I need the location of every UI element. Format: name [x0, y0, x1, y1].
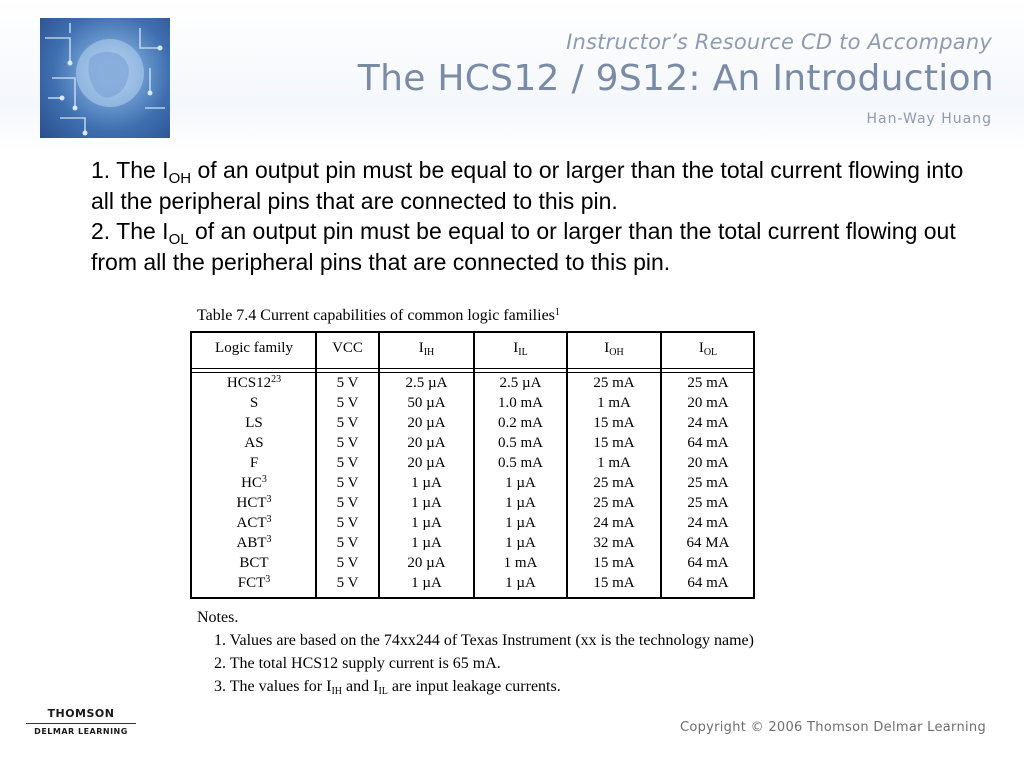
- table-cell-value: 5 V: [336, 435, 359, 451]
- table-cells: [316, 373, 379, 593]
- table-cell-value: F: [249, 455, 259, 471]
- table-cell-vcc: [316, 373, 379, 393]
- table-cell-vcc: [316, 473, 379, 493]
- table-cells: [192, 373, 316, 593]
- table-cell-value: 1 µA: [505, 575, 536, 591]
- table-cell-value: 5 V: [336, 515, 359, 531]
- table-cell-vcc: [316, 453, 379, 473]
- table-cell-logic-family: [192, 453, 316, 473]
- p1-rest: of an output pin must be equal to or larger than the total current flowing into all the peripheral pins that are connected to this pin.: [91, 157, 964, 214]
- table-cell-logic-family: [192, 533, 316, 553]
- table-cells: [661, 373, 755, 593]
- table-cell-logic-family: [192, 473, 316, 493]
- table-cell-vcc: [316, 573, 379, 593]
- table-cell-value: 5 V: [336, 535, 359, 551]
- paragraph-ioh: [91, 155, 971, 216]
- table-caption: [197, 307, 560, 325]
- table-cell-value: 64 MA: [686, 535, 730, 551]
- table-header-iol: [661, 340, 755, 357]
- table-header-iih: [379, 340, 474, 357]
- table-cell-value: LS: [245, 415, 263, 431]
- table-cell-iil: [474, 533, 567, 553]
- table-cell-value: 25 mA: [593, 375, 635, 391]
- table-cell-value: 64 mA: [687, 555, 729, 571]
- table-cell-value: 0.5 mA: [498, 435, 543, 451]
- table-cell-iih: [379, 393, 474, 413]
- table-cells: [474, 373, 567, 593]
- table-cells: [379, 373, 474, 593]
- table-cell-logic-family: [192, 553, 316, 573]
- table-cell-value: ACT: [236, 515, 267, 531]
- table-header-subscript: OL: [703, 347, 718, 358]
- header-subtitle: Instructor’s Resource CD to Accompany: [566, 30, 992, 54]
- table-cell-value: 5 V: [336, 555, 359, 571]
- table-cell-iil: [474, 393, 567, 413]
- table-cell-iih: [379, 553, 474, 573]
- table-cell-iih: [379, 453, 474, 473]
- table-cell-value: 2.5 µA: [405, 375, 448, 391]
- table-cell-value: 20 mA: [687, 455, 729, 471]
- table-cell-value: HC: [241, 475, 262, 491]
- table-cell-value: 5 V: [336, 475, 359, 491]
- table-cell-ioh: [567, 513, 661, 533]
- table-cell-ioh: [567, 453, 661, 473]
- table-cell-iil: [474, 433, 567, 453]
- table-cell-iol: [661, 513, 755, 533]
- table-header-subscript: OH: [609, 347, 624, 358]
- table-notes: [197, 606, 754, 698]
- table-cell-value: 1 µA: [505, 515, 536, 531]
- book-cover-logo: [40, 18, 170, 138]
- table-cell-value: 2.5 µA: [499, 375, 542, 391]
- table-cell-vcc: [316, 553, 379, 573]
- table-cell-iil: [474, 453, 567, 473]
- table-cell-value: 64 mA: [687, 435, 729, 451]
- table-cell-logic-family: [192, 413, 316, 433]
- table-cell-iih: [379, 433, 474, 453]
- table-cell-footnote: 3: [261, 474, 267, 485]
- table-cell-ioh: [567, 433, 661, 453]
- table-cell-value: 1 µA: [411, 495, 442, 511]
- table-cell-value: 1 µA: [411, 535, 442, 551]
- table-cell-value: FCT: [237, 575, 266, 591]
- table-cell-value: 5 V: [336, 415, 359, 431]
- table-header-label: VCC: [332, 340, 363, 356]
- body-text: [91, 155, 971, 277]
- table-header-label: I: [513, 340, 519, 356]
- table-cell-value: 0.2 mA: [498, 415, 543, 431]
- table-cell-iil: [474, 513, 567, 533]
- table-cell-value: 20 µA: [407, 435, 446, 451]
- table-cell-value: 24 mA: [687, 515, 729, 531]
- table-header-vcc: [316, 340, 379, 357]
- table-cell-iil: [474, 413, 567, 433]
- table-caption-footnote: 1: [554, 307, 560, 318]
- table-cell-ioh: [567, 533, 661, 553]
- table-cell-iol: [661, 453, 755, 473]
- table-cell-value: BCT: [239, 555, 269, 571]
- table-cell-logic-family: [192, 433, 316, 453]
- table-cell-value: 15 mA: [593, 575, 635, 591]
- notes-heading: Notes.: [197, 609, 239, 626]
- table-cell-iol: [661, 373, 755, 393]
- table-cell-value: 0.5 mA: [498, 455, 543, 471]
- table-cell-ioh: [567, 493, 661, 513]
- table-cell-vcc: [316, 533, 379, 553]
- note-3: [197, 675, 754, 698]
- table-cell-logic-family: [192, 573, 316, 593]
- table-cell-ioh: [567, 553, 661, 573]
- table-cell-vcc: [316, 493, 379, 513]
- note-1: 1. Values are based on the 74xx244 of Texas Instrument (xx is the technology name): [214, 632, 754, 649]
- table-cell-value: 1 µA: [505, 535, 536, 551]
- table-header-label: Logic family: [215, 340, 293, 356]
- table-header-iil: [474, 340, 567, 357]
- table-cell-value: HCS12: [226, 375, 272, 391]
- table-cell-value: 25 mA: [593, 475, 635, 491]
- p2-rest: of an output pin must be equal to or larger than the total current flowing out from all the peripheral pins that are connected to this pin.: [91, 218, 956, 275]
- table-cell-iih: [379, 513, 474, 533]
- table-cell-value: 1 mA: [503, 555, 538, 571]
- table-cells: [567, 373, 661, 593]
- table-cell-value: 64 mA: [687, 575, 729, 591]
- note-3-c: are input leakage currents.: [387, 678, 561, 695]
- table-cell-value: 1 µA: [411, 515, 442, 531]
- circuit-globe-icon: [40, 18, 170, 138]
- table-cell-value: 5 V: [336, 455, 359, 471]
- table-header-subscript: IL: [518, 347, 528, 358]
- note-3-b: and I: [342, 678, 379, 695]
- table-cell-value: 1 mA: [597, 395, 631, 411]
- table-cell-iol: [661, 433, 755, 453]
- table-header-label: I: [698, 340, 704, 356]
- table-cell-vcc: [316, 433, 379, 453]
- table-cell-value: 50 µA: [407, 395, 446, 411]
- table-cell-logic-family: [192, 513, 316, 533]
- publisher-logo-line2: DELMAR LEARNING: [34, 727, 128, 736]
- table-cell-value: 32 mA: [593, 535, 635, 551]
- table-header-ioh: [567, 340, 661, 357]
- table-cell-ioh: [567, 373, 661, 393]
- table-cell-value: 1 µA: [411, 475, 442, 491]
- table-cell-value: 1 mA: [597, 455, 631, 471]
- paragraph-iol: [91, 216, 971, 277]
- table-cell-iol: [661, 553, 755, 573]
- table-cell-ioh: [567, 573, 661, 593]
- table-cell-value: 24 mA: [593, 515, 635, 531]
- table-cell-footnote: 3: [266, 494, 272, 505]
- note-3-sub-ih: IH: [331, 686, 343, 697]
- table-cell-iol: [661, 573, 755, 593]
- table-cell-value: 5 V: [336, 495, 359, 511]
- table-cell-value: 15 mA: [593, 435, 635, 451]
- table-cell-iil: [474, 473, 567, 493]
- table-cell-iol: [661, 413, 755, 433]
- publisher-logo-line1: THOMSON: [47, 707, 115, 720]
- current-capabilities-table: [190, 331, 755, 599]
- table-cell-value: 1 µA: [505, 475, 536, 491]
- p1-start: 1. The I: [91, 157, 169, 183]
- table-cell-value: AS: [244, 435, 264, 451]
- table-header-logic-family: [192, 340, 316, 357]
- table-cell-value: 5 V: [336, 395, 359, 411]
- table-cell-value: ABT: [236, 535, 267, 551]
- page-title: The HCS12 / 9S12: An Introduction: [357, 58, 994, 99]
- author-name: Han-Way Huang: [866, 111, 992, 127]
- table-cell-iil: [474, 573, 567, 593]
- table-cell-footnote: 3: [265, 574, 271, 585]
- table-caption-text: Table 7.4 Current capabilities of common logic families: [197, 307, 555, 324]
- table-cell-iil: [474, 493, 567, 513]
- table-cell-value: HCT: [236, 495, 267, 511]
- p2-subscript: OL: [168, 231, 189, 248]
- table-cell-logic-family: [192, 493, 316, 513]
- table-cell-iih: [379, 473, 474, 493]
- note-3-a: 3. The values for I: [214, 678, 332, 695]
- table-header-label: I: [418, 340, 424, 356]
- table-cell-vcc: [316, 413, 379, 433]
- table-cell-value: 24 mA: [687, 415, 729, 431]
- table-cell-logic-family: [192, 373, 316, 393]
- table-cell-value: 1 µA: [411, 575, 442, 591]
- table-cell-iil: [474, 373, 567, 393]
- table-cell-ioh: [567, 413, 661, 433]
- p2-start: 2. The I: [91, 218, 169, 244]
- table-cell-iih: [379, 533, 474, 553]
- table-cell-iih: [379, 413, 474, 433]
- table-cell-value: S: [249, 395, 259, 411]
- table-cell-value: 5 V: [336, 375, 359, 391]
- table-cell-value: 20 µA: [407, 555, 446, 571]
- table-cell-value: 25 mA: [687, 475, 729, 491]
- table-cell-value: 20 mA: [687, 395, 729, 411]
- table-cell-iol: [661, 533, 755, 553]
- table-cell-value: 25 mA: [687, 375, 729, 391]
- table-cell-iil: [474, 553, 567, 573]
- publisher-logo-rule: [26, 723, 136, 724]
- p1-subscript: OH: [168, 170, 192, 187]
- table-cell-value: 20 µA: [407, 455, 446, 471]
- table-cell-vcc: [316, 393, 379, 413]
- table-cell-iol: [661, 393, 755, 413]
- table-cell-value: 15 mA: [593, 415, 635, 431]
- table-cell-value: 1.0 mA: [498, 395, 543, 411]
- table-cell-footnote: 3: [266, 534, 272, 545]
- table-header-label: I: [604, 340, 610, 356]
- table-cell-iih: [379, 373, 474, 393]
- table-cell-value: 15 mA: [593, 555, 635, 571]
- publisher-logo: [26, 707, 136, 736]
- table-cell-ioh: [567, 473, 661, 493]
- copyright-notice: Copyright © 2006 Thomson Delmar Learning: [679, 720, 986, 735]
- table-cell-value: 1 µA: [505, 495, 536, 511]
- table-cell-iih: [379, 573, 474, 593]
- table-cell-vcc: [316, 513, 379, 533]
- table-cell-iol: [661, 473, 755, 493]
- note-3-sub-il: IL: [378, 686, 388, 697]
- note-2: 2. The total HCS12 supply current is 65 mA.: [214, 655, 501, 672]
- table-cell-footnote: 23: [271, 374, 282, 385]
- table-cell-iol: [661, 493, 755, 513]
- table-cell-logic-family: [192, 393, 316, 413]
- table-cell-footnote: 3: [266, 514, 272, 525]
- table-cell-value: 5 V: [336, 575, 359, 591]
- table-header-subscript: IH: [423, 347, 435, 358]
- table-cell-value: 20 µA: [407, 415, 446, 431]
- table-cell-value: 25 mA: [593, 495, 635, 511]
- table-cell-value: 25 mA: [687, 495, 729, 511]
- table-cell-iih: [379, 493, 474, 513]
- table-cell-ioh: [567, 393, 661, 413]
